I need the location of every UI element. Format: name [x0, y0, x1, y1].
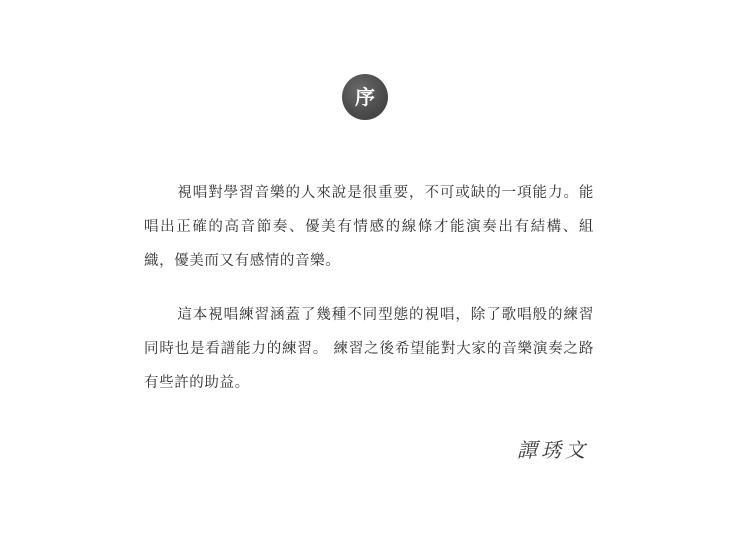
page-title: 序: [355, 85, 375, 109]
author-signature: 譚琇文: [517, 438, 589, 462]
preface-paragraph-2-container: [144, 298, 594, 400]
preface-paragraph-1-container: [144, 176, 594, 278]
preface-paragraph: 這本視唱練習涵蓋了幾種不同型態的視唱，除了歌唱般的練習同時也是看譜能力的練習。 練習之後希望能對大家的音樂演奏之路有些許的助益。: [144, 307, 594, 391]
preface-paragraph: 視唱對學習音樂的人來說是很重要，不可或缺的一項能力。能唱出正確的高音節奏、優美有情感的線條才能演奏出有結構、組織，優美而又有感情的音樂。: [144, 185, 594, 269]
title-badge: [342, 74, 388, 120]
